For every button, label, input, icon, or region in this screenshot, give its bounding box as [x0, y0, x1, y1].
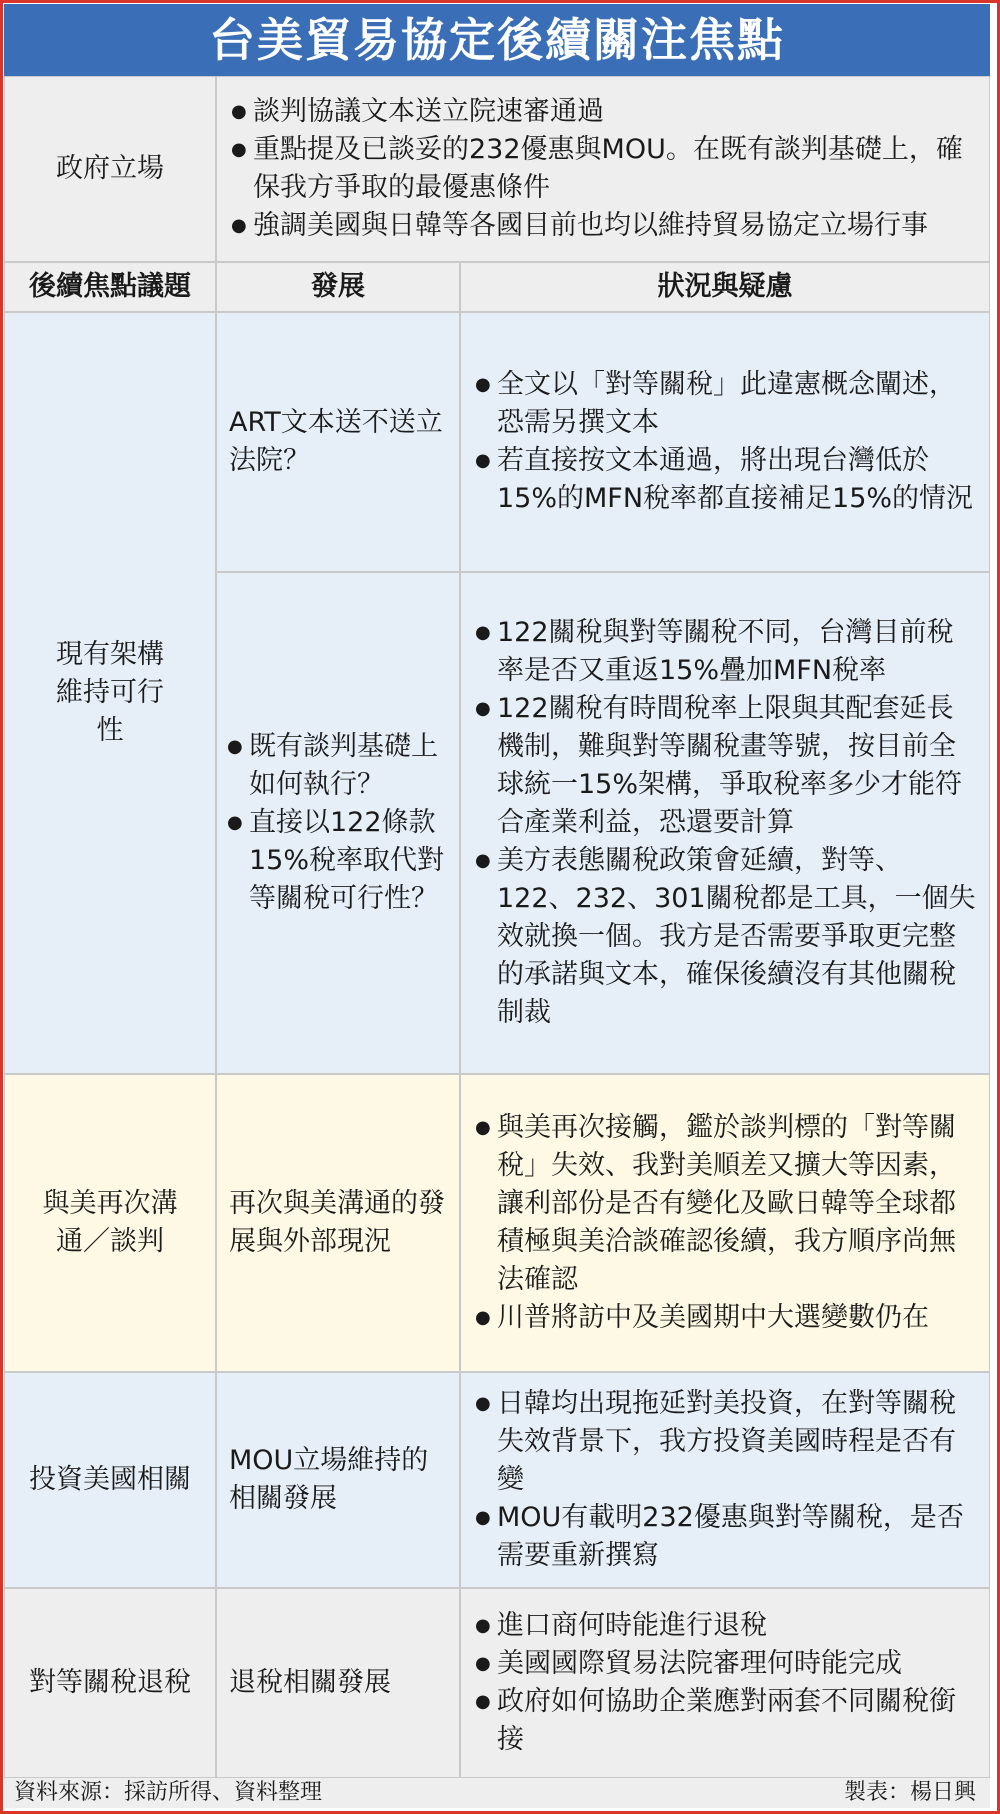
development-refund: 退稅相關發展 — [216, 1588, 460, 1778]
list-item: ● 進口商何時能進行退稅 — [475, 1607, 977, 1645]
government-points — [216, 76, 990, 262]
source-credit: 資料來源：採訪所得、資料整理 — [14, 1780, 323, 1805]
status-execution — [460, 572, 990, 1074]
list-item: ● 122關稅有時間稅率上限與其配套延長機制，難與對等關稅畫等號，按目前全球統一15%架構，爭取稅率多少才能符合產業利益，恐還要計算 — [475, 690, 977, 842]
development-renegotiation: 再次與美溝通的發展與外部現況 — [216, 1074, 460, 1372]
topic-renegotiation: 與美再次溝通／談判 — [4, 1074, 216, 1372]
header-topic: 後續焦點議題 — [4, 262, 216, 312]
list-item: ● 既有談判基礎上如何執行？ — [227, 728, 451, 804]
status-mou — [460, 1372, 990, 1588]
header-development: 發展 — [216, 262, 460, 312]
list-item: ● MOU有載明232優惠與對等關稅，是否需要重新撰寫 — [475, 1499, 977, 1575]
list-item: ● 日韓均出現拖延對美投資，在對等關稅失效背景下，我方投資美國時程是否有變 — [475, 1385, 977, 1499]
list-item: ● 美國國際貿易法院審理何時能完成 — [475, 1645, 977, 1683]
list-item: ● 美方表態關稅政策會延續，對等、122、232、301關稅都是工具，一個失效就換一個。我方是否需要爭取更完整的承諾與文本，確保後續沒有其他關稅制裁 — [475, 842, 977, 1032]
list-item: ● 122關稅與對等關稅不同，台灣目前稅率是否又重返15%疊加MFN稅率 — [475, 614, 977, 690]
status-renegotiation — [460, 1074, 990, 1372]
list-item: ● 與美再次接觸，鑑於談判標的「對等關稅」失效、我對美順差又擴大等因素，讓利部份是否有變化及歐日韓等全球都積極與美洽談確認後續，我方順序尚無法確認 — [475, 1109, 977, 1299]
maker-credit: 製表：楊日興 — [843, 1780, 976, 1805]
development-execution — [216, 572, 460, 1074]
list-item: ● 強調美國與日韓等各國目前也均以維持貿易協定立場行事 — [231, 207, 977, 245]
page-title: 台美貿易協定後續關注焦點 — [4, 4, 990, 76]
status-refund — [460, 1588, 990, 1778]
topic-us-investment: 投資美國相關 — [4, 1372, 216, 1588]
list-item: ● 重點提及已談妥的232優惠與MOU。在既有談判基礎上，確保我方爭取的最優惠條件 — [231, 131, 977, 207]
list-item: ● 全文以「對等關稅」此違憲概念闡述，恐需另撰文本 — [475, 366, 977, 442]
topic-existing-framework: 現有架構維持可行性 — [4, 312, 216, 1074]
list-item: ● 談判協議文本送立院速審通過 — [231, 93, 977, 131]
topic-tariff-refund: 對等關稅退稅 — [4, 1588, 216, 1778]
government-label: 政府立場 — [4, 76, 216, 262]
development-mou: MOU立場維持的相關發展 — [216, 1372, 460, 1588]
footer — [4, 1778, 990, 1808]
list-item: ● 政府如何協助企業應對兩套不同關稅銜接 — [475, 1683, 977, 1759]
status-art-text — [460, 312, 990, 572]
development-art-text: ART文本送不送立法院？ — [216, 312, 460, 572]
list-item: ● 直接以122條款15%稅率取代對等關稅可行性？ — [227, 804, 451, 918]
list-item: ● 川普將訪中及美國期中大選變數仍在 — [475, 1299, 977, 1337]
header-status: 狀況與疑慮 — [460, 262, 990, 312]
list-item: ● 若直接按文本通過，將出現台灣低於15%的MFN稅率都直接補足15%的情況 — [475, 442, 977, 518]
